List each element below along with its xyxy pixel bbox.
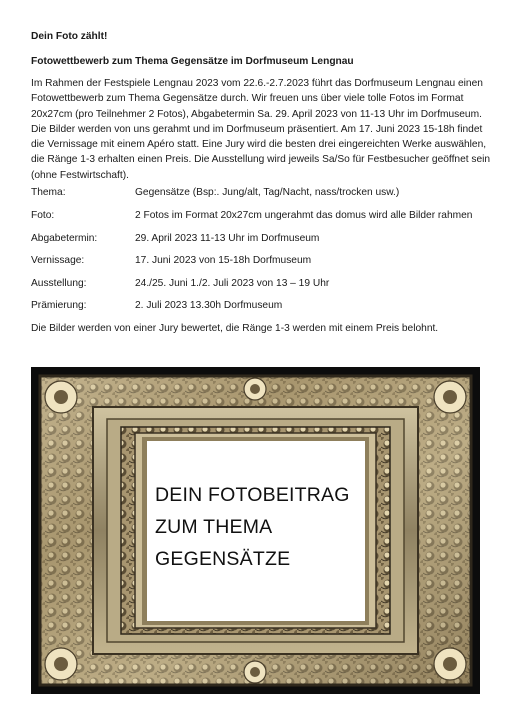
placeholder-caption — [155, 479, 350, 575]
detail-value: Gegensätze (Bsp:. Jung/alt, Tag/Nacht, nass/trocken usw.) — [135, 187, 400, 198]
detail-label: Prämierung: — [31, 300, 87, 311]
intro-paragraph: Im Rahmen der Festspiele Lengnau 2023 vom 22.6.-2.7.2023 führt das Dorfmuseum Lengnau einen Fotowettbewerb zum Thema Gegensätze durch. Wir freuen uns über viele tolle Fotos im Format 20x27cm (pro Teilnehmer 2 Fotos), Abgabetermin Sa. 29. April 2023 von 11-13 Uhr im Dorfmuseum. Die Bilder werden von uns gerahmt und im Dorfmuseum präsentiert. Am 17. Juni 2023 15-18h findet die Vernissage mit einem Apéro statt. Eine Jury wird die besten drei eingereichten Werke auswählen, die Ränge 1-3 erhalten einen Preis. Die Ausstellung wird jeweils Sa/So für Festbesucher geöffnet sein (ohne Festwirtschaft). — [31, 78, 491, 181]
detail-value: 2 Fotos im Format 20x27cm ungerahmt das domus wird alle Bilder rahmen — [135, 210, 473, 221]
detail-value: 2. Juli 2023 13.30h Dorfmuseum — [135, 300, 283, 311]
picture-frame-image — [31, 367, 480, 694]
detail-value: 24./25. Juni 1./2. Juli 2023 von 13 – 19 Uhr — [135, 278, 330, 289]
detail-value: 29. April 2023 11-13 Uhr im Dorfmuseum — [135, 233, 320, 244]
detail-label: Foto: — [31, 210, 55, 221]
detail-label: Vernissage: — [31, 255, 85, 266]
document-subtitle: Fotowettbewerb zum Thema Gegensätze im Dorfmuseum Lengnau — [31, 56, 354, 67]
caption-line-3: GEGENSÄTZE — [155, 548, 291, 570]
document-title: Dein Foto zählt! — [31, 31, 108, 42]
detail-label: Thema: — [31, 187, 66, 198]
detail-label: Ausstellung: — [31, 278, 87, 289]
detail-value: 17. Juni 2023 von 15-18h Dorfmuseum — [135, 255, 312, 266]
caption-line-1: DEIN FOTOBEITRAG — [155, 484, 350, 506]
photo-placeholder-mat — [147, 441, 365, 621]
detail-label: Abgabetermin: — [31, 233, 98, 244]
jury-note: Die Bilder werden von einer Jury bewertet, die Ränge 1-3 werden mit einem Preis belohnt. — [31, 323, 439, 334]
caption-line-2: ZUM THEMA — [155, 516, 273, 538]
